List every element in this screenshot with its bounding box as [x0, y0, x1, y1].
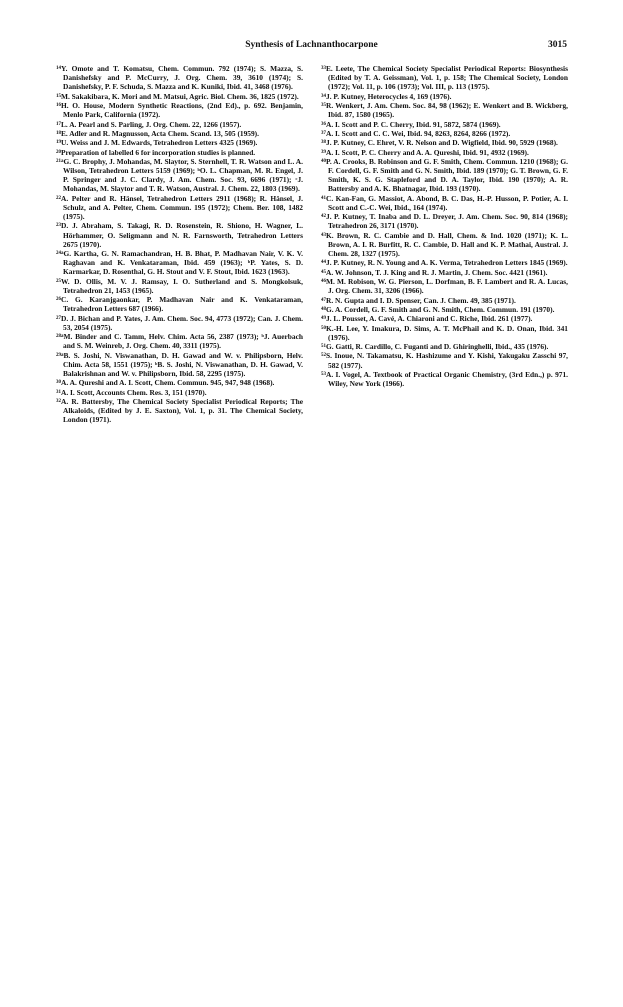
reference-entry [56, 277, 303, 295]
reference-text: A. I. Scott, P. C. Cherry and A. A. Qureshi, Ibid. 91, 4932 (1969). [326, 147, 529, 157]
page-header [0, 40, 623, 54]
reference-number: 21a [56, 158, 64, 164]
reference-text: J. L. Pousset, A. Cavé, A. Chiaroni and C. Riche, Ibid. 261 (1977). [326, 314, 533, 324]
reference-text: K. Brown, R. C. Cambie and D. Hall, Chem. & Ind. 1020 (1971); K. L. Brown, A. I. R. Burfitt, R. C. Cambie, D. Hall and K. P. Mathai, Austral. J. Chem. 28, 1327 (1975). [326, 230, 568, 258]
reference-number: 23 [56, 223, 61, 229]
reference-text: A. W. Johnson, T. J. King and R. J. Martin, J. Chem. Soc. 4421 (1961). [326, 267, 548, 277]
reference-number: 17 [56, 121, 61, 127]
reference-entry [321, 277, 568, 295]
page-number: 3015 [548, 40, 567, 50]
reference-entry [321, 92, 568, 101]
reference-text: J. P. Kutney, Heterocycles 4, 169 (1976). [326, 91, 452, 101]
reference-text: A. I. Scott and C. C. Wei, Ibid. 94, 8263, 8264, 8266 (1972). [326, 128, 511, 138]
reference-text: E. Adler and R. Magnusson, Acta Chem. Scand. 13, 505 (1959). [61, 128, 259, 138]
reference-number: 41 [321, 195, 326, 201]
reference-entry [56, 148, 303, 157]
running-title: Synthesis of Lachnanthocarpone [245, 40, 378, 50]
reference-number: 28a [56, 334, 64, 340]
reference-text: Y. Omote and T. Komatsu, Chem. Commun. 792 (1974); S. Mazza, S. Danishefsky and P. McCurry, J. Org. Chem. 39, 3610 (1974); S. Danishefsky, P. F. Schuda, S. Mazza and K. Kuniki, Ibid. 41, 3468 (1976). [61, 64, 303, 92]
reference-text: H. O. House, Modern Synthetic Reactions, (2nd Ed)., p. 692. Benjamin, Menlo Park, California (1972). [61, 101, 303, 120]
reference-number: 48 [321, 306, 326, 312]
reference-text: G. A. Cordell, G. F. Smith and G. N. Smith, Chem. Commun. 191 (1970). [326, 304, 555, 314]
reference-number: 30 [56, 380, 61, 386]
reference-text: J. P. Kutney, C. Ehret, V. R. Nelson and D. Wigfield, Ibid. 90, 5929 (1968). [326, 138, 558, 148]
reference-entry [56, 295, 303, 313]
reference-number: 29a [56, 352, 64, 358]
reference-number: 32 [56, 399, 61, 404]
reference-entry [56, 332, 303, 350]
references-left-column [56, 64, 303, 425]
reference-text: G. Kartha, G. N. Ramachandran, H. B. Bhat, P. Madhavan Nair, V. K. V. Raghavan and K. Venkataraman, Ibid. 459 (1963); ᵇP. Yates, S. D. Karmarkar, D. Rosenthal, G. H. Stout and V. F. Stout, Ibid. 1623 (1963). [63, 249, 303, 277]
reference-number: 22 [56, 195, 61, 201]
reference-number: 20 [56, 149, 61, 155]
reference-text: A. R. Battersby, The Chemical Society Specialist Periodical Reports; The Alkaloids, (Edited by J. E. Saxton), Vol. 1, p. 31. The Chemical Society, London (1971). [61, 397, 303, 425]
reference-entry [56, 194, 303, 221]
reference-number: 39 [321, 149, 326, 155]
reference-number: 38 [321, 140, 326, 146]
reference-number: 15 [56, 93, 61, 99]
reference-entry [321, 231, 568, 258]
reference-text: M. Binder and C. Tamm, Helv. Chim. Acta 56, 2387 (1973); ᵇJ. Auerbach and S. M. Weinreb, J. Org. Chem. 40, 3311 (1975). [63, 332, 303, 351]
reference-text: M. M. Robison, W. G. Pierson, L. Dorfman, B. F. Lambert and R. A. Lucas, J. Org. Chem. 31, 3206 (1966). [326, 277, 568, 296]
reference-text: C. G. Karanjgaonkar, P. Madhavan Nair and K. Venkataraman, Tetrahedron Letters 687 (1966). [61, 295, 303, 314]
reference-text: D. J. Bichan and P. Yates, J. Am. Chem. Soc. 94, 4773 (1972); Can. J. Chem. 53, 2054 (1975). [61, 313, 303, 332]
reference-text: D. J. Abraham, S. Takagi, R. D. Rosenstein, R. Shiono, H. Wagner, L. Hörhammer, O. Seligmann and N. R. Farnsworth, Tetrahedron Letters 2675 (1970). [61, 221, 303, 249]
reference-entry [56, 314, 303, 332]
reference-text: C. Kan-Fan, G. Massiot, A. Abond, B. C. Das, H.-P. Husson, P. Potier, A. I. Scott and C.-C. Wei, Ibid., 164 (1974). [326, 193, 568, 212]
reference-number: 49 [321, 316, 326, 322]
reference-text: A. Pelter and R. Hänsel, Tetrahedron Letters 2911 (1968); R. Hänsel, J. Schulz, and A. Pelter, Chem. Commun. 195 (1972); Chem. Ber. 108, 1482 (1975). [61, 193, 303, 221]
reference-text: U. Weiss and J. M. Edwards, Tetrahedron Letters 4325 (1969). [61, 138, 258, 148]
reference-entry [321, 157, 568, 194]
reference-entry [321, 314, 568, 323]
reference-number: 42 [321, 214, 326, 220]
reference-number: 43 [321, 232, 326, 238]
reference-text: W. D. Ollis, M. V. J. Ramsay, I. O. Sutherland and S. Mongkolsuk, Tetrahedron 21, 1453 (1965). [61, 276, 303, 295]
reference-entry [321, 194, 568, 212]
reference-entry [321, 138, 568, 147]
reference-number: 47 [321, 297, 326, 303]
reference-entry [56, 138, 303, 147]
references-right-column [321, 64, 568, 388]
reference-entry [56, 120, 303, 129]
reference-text: G. Gatti, R. Cardillo, C. Fuganti and D. Ghiringhelli, Ibid., 435 (1976). [326, 342, 549, 352]
reference-text: P. A. Crooks, B. Robinson and G. F. Smith, Chem. Commun. 1210 (1968); G. F. Cordell, G. F. Smith and G. N. Smith, Ibid. 189 (1970); G. T. Brown, G. F. Smith, K. S. G. Stapleford and D. A. Taylor, Ibid. 190 (1970); A. R. Battersby and A. K. Bhatnagar, Ibid. 193 (1970). [326, 156, 568, 194]
reference-number: 24a [56, 251, 64, 256]
reference-text: M. Sakakibara, K. Mori and M. Matsui, Agric. Biol. Chem. 36, 1825 (1972). [61, 91, 299, 101]
reference-entry [56, 249, 303, 276]
reference-number: 53 [321, 371, 326, 377]
reference-text: A. I. Scott, Accounts Chem. Res. 3, 151 (1970). [61, 387, 207, 397]
reference-entry [321, 212, 568, 230]
reference-number: 51 [321, 344, 326, 350]
reference-entry [321, 129, 568, 138]
reference-entry [56, 92, 303, 101]
reference-text: Preparation of labelled 6 for incorporation studies is planned. [61, 147, 256, 157]
reference-entry [321, 268, 568, 277]
reference-entry [56, 397, 303, 424]
reference-text: K.-H. Lee, Y. Imakura, D. Sims, A. T. McPhail and K. D. Onan, Ibid. 341 (1976). [326, 323, 568, 342]
reference-entry [321, 64, 568, 91]
reference-entry [321, 258, 568, 267]
reference-text: A. I. Vogel, A. Textbook of Practical Organic Chemistry, (3rd Edn.,) p. 971. Wiley, New York (1966). [326, 369, 568, 389]
reference-number: 18 [56, 130, 61, 136]
reference-text: A. A. Qureshi and A. I. Scott, Chem. Commun. 945, 947, 948 (1968). [61, 378, 275, 388]
reference-number: 36 [321, 121, 326, 127]
reference-text: S. Inoue, N. Takamatsu, K. Hashizume and Y. Kishi, Yakugaku Zasschi 97, 582 (1977). [326, 351, 568, 370]
reference-number: 19 [56, 140, 61, 146]
reference-number: 34 [321, 93, 326, 99]
reference-number: 14 [56, 66, 61, 71]
reference-entry [56, 157, 303, 194]
reference-number: 46 [321, 279, 326, 285]
reference-number: 27 [56, 315, 61, 321]
reference-text: E. Leete, The Chemical Society Specialist Periodical Reports: Biosynthesis (Edited by T. A. Geissman), Vol. 1, p. 158; The Chemical Society, London (1972); Vol. 11, p. 106 (1973); Vol. III, p. 113 (1975). [326, 64, 568, 92]
reference-entry [56, 378, 303, 387]
reference-entry [56, 351, 303, 378]
reference-entry [56, 221, 303, 248]
reference-number: 52 [321, 353, 326, 359]
reference-entry [56, 129, 303, 138]
reference-entry [321, 296, 568, 305]
reference-entry [321, 351, 568, 369]
reference-entry [321, 120, 568, 129]
reference-entry [321, 342, 568, 351]
reference-text: A. I. Scott and P. C. Cherry, Ibid. 91, 5872, 5874 (1969). [326, 119, 501, 129]
reference-entry [56, 64, 303, 91]
reference-number: 50 [321, 325, 326, 331]
reference-number: 35 [321, 103, 326, 108]
reference-entry [321, 148, 568, 157]
reference-text: L. A. Pearl and S. Parling, J. Org. Chem. 22, 1266 (1957). [61, 119, 242, 129]
reference-entry [321, 101, 568, 119]
reference-entry [321, 305, 568, 314]
reference-number: 33 [321, 66, 326, 71]
reference-entry [321, 324, 568, 342]
reference-number: 31 [56, 389, 61, 395]
reference-entry [321, 370, 568, 388]
reference-number: 45 [321, 269, 326, 275]
reference-text: B. S. Joshi, N. Viswanathan, D. H. Gawad and W. v. Philipsborn, Helv. Chim. Acta 58, 1551 (1975); ᵇB. S. Joshi, N. Viswanathan, D. H. Gawad, V. Balakrishnan and W. v. Philipsborn, Ibid. 58, 2295 (1975). [63, 350, 303, 378]
reference-entry [56, 101, 303, 119]
reference-number: 25 [56, 278, 61, 284]
reference-text: J. P. Kutney, T. Inaba and D. L. Dreyer, J. Am. Chem. Soc. 90, 814 (1968); Tetrahedron 26, 3171 (1970). [326, 212, 568, 231]
reference-text: R. Wenkert, J. Am. Chem. Soc. 84, 98 (1962); E. Wenkert and B. Wickberg, Ibid. 87, 1580 (1965). [326, 101, 568, 120]
reference-text: R. N. Gupta and I. D. Spenser, Can. J. Chem. 49, 385 (1971). [326, 295, 516, 305]
reference-text: J. P. Kutney, R. N. Young and A. K. Verma, Tetrahedron Letters 1845 (1969). [326, 258, 568, 268]
reference-number: 37 [321, 130, 326, 136]
reference-number: 40 [321, 158, 326, 164]
reference-number: 16 [56, 103, 61, 108]
reference-number: 44 [321, 260, 326, 266]
reference-text: G. C. Brophy, J. Mohandas, M. Slaytor, S. Sternhell, T. R. Watson and L. A. Wilson, Tetrahedron Letters 5159 (1969); ᵇO. L. Chapman, M. R. Engel, J. P. Springer and J. C. Clardy, J. Am. Chem. Soc. 93, 6696 (1971); ᶜJ. Mohandas, M. Slaytor and T. R. Watson, Austral. J. Chem. 22, 1803 (1969). [63, 156, 303, 194]
reference-entry [56, 388, 303, 397]
reference-number: 26 [56, 297, 61, 303]
